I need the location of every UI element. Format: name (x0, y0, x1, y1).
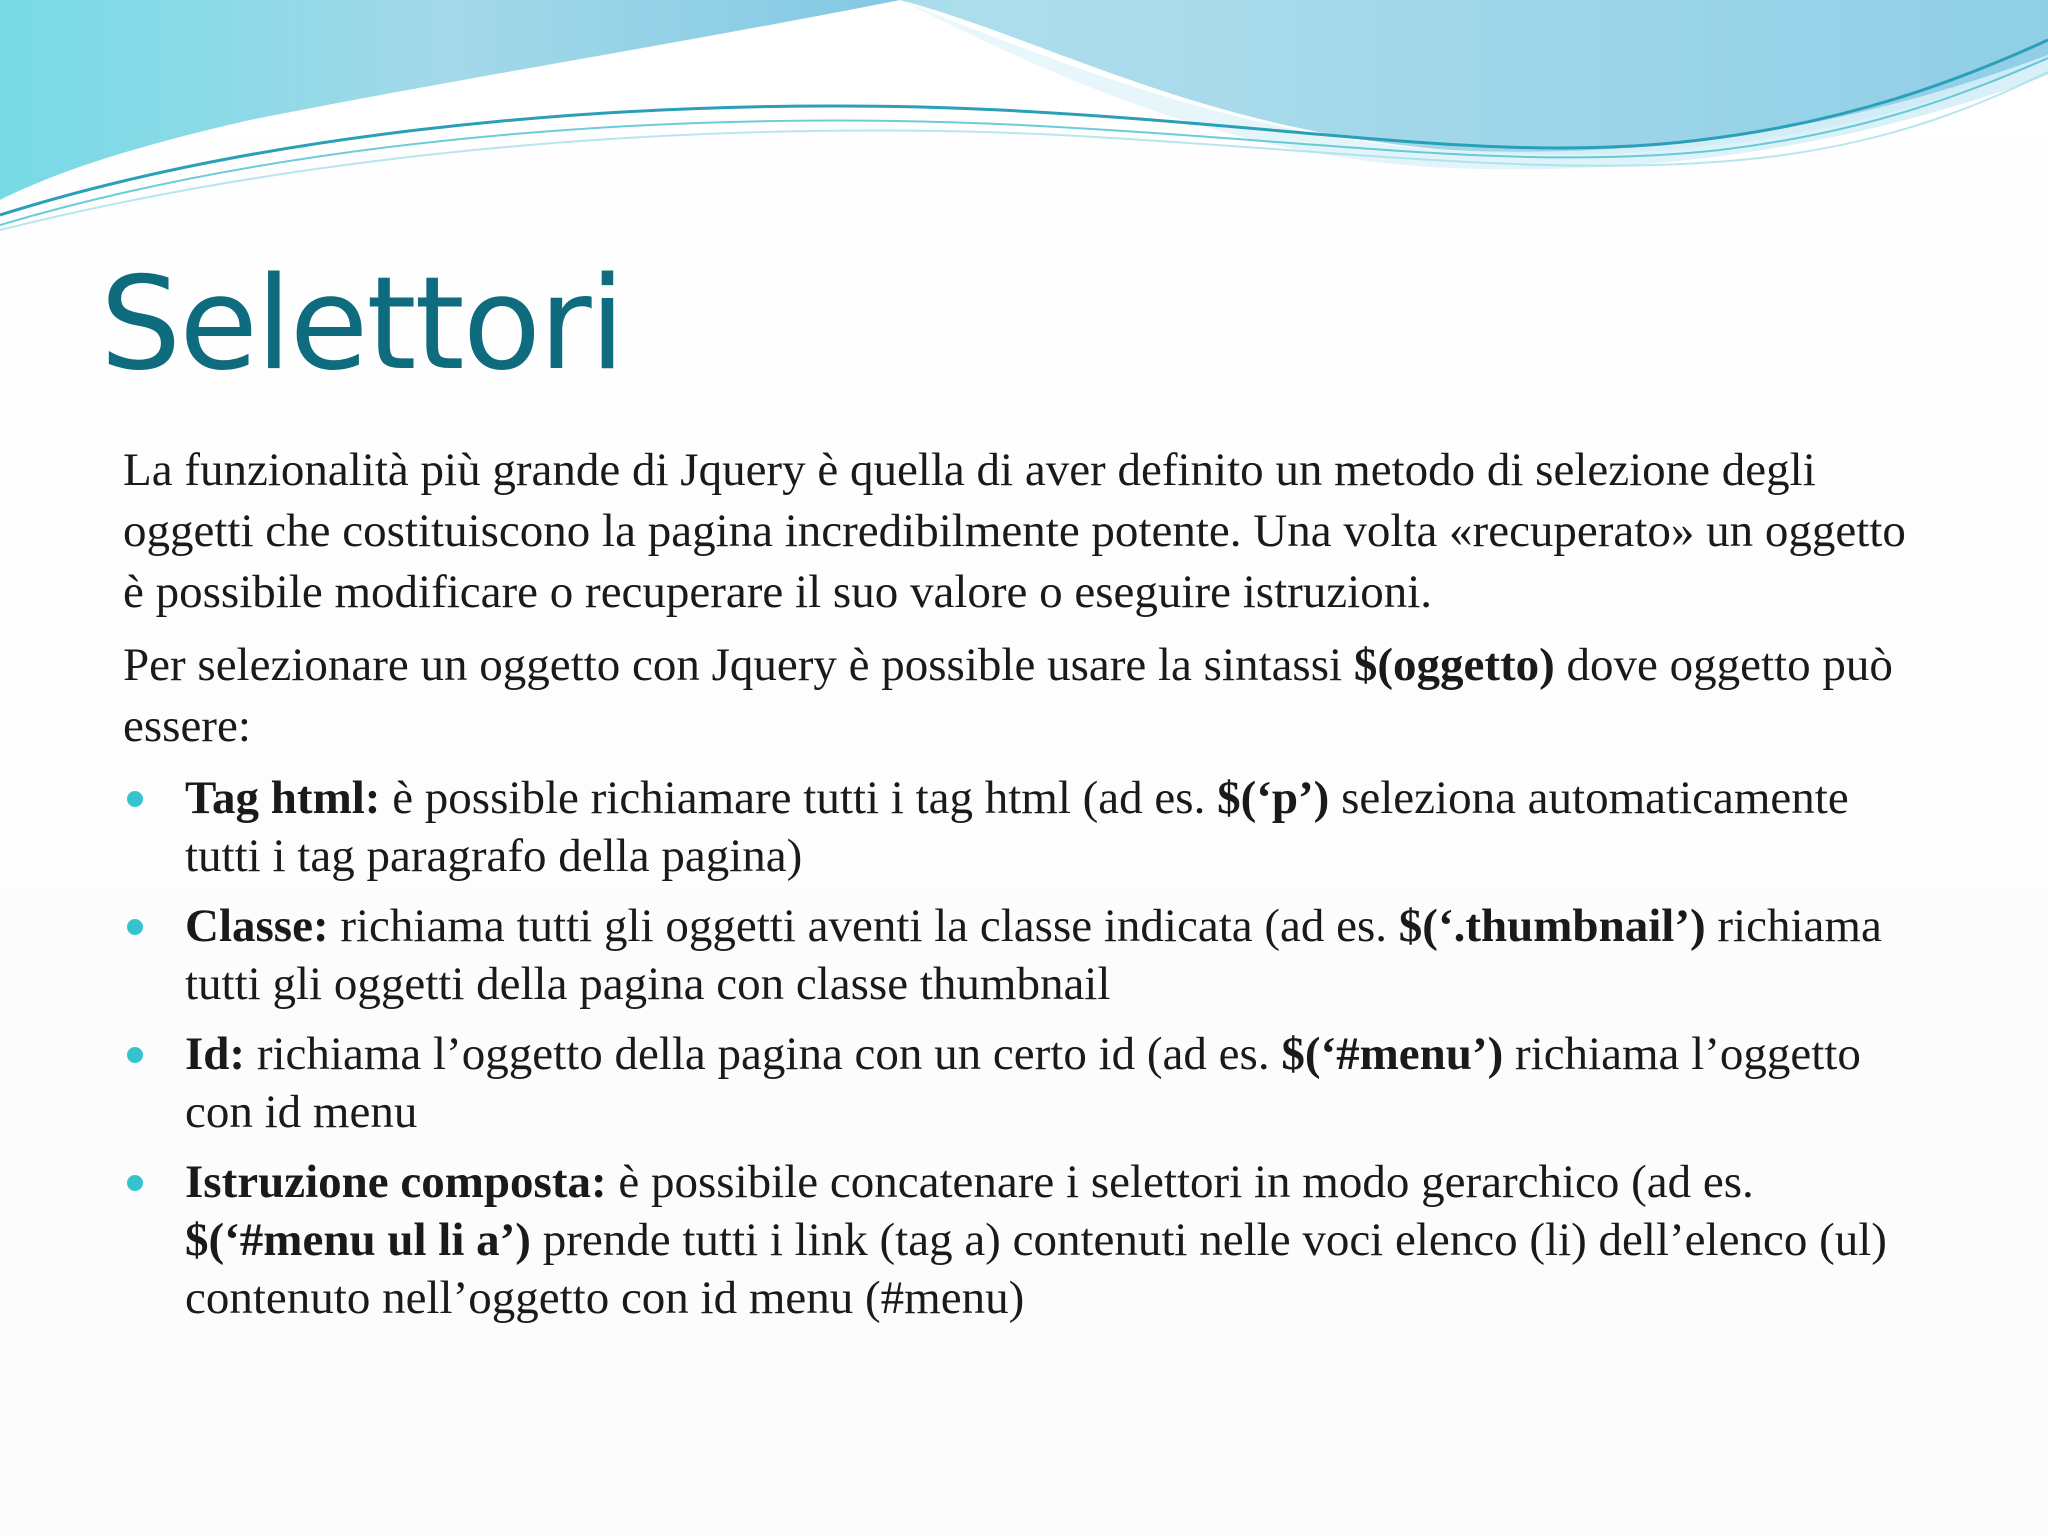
bullet-text: richiama tutti gli oggetti aventi la classe indicata (ad es. (328, 900, 1399, 952)
bullet-term: Classe: (185, 900, 329, 952)
bullet-text: richiama l’oggetto con id menu (185, 1028, 1861, 1138)
bullet-term: Id: (185, 1028, 246, 1080)
bullet-dot-icon (127, 919, 143, 935)
slide-body (123, 440, 1923, 1339)
header-wave-decoration (0, 0, 2048, 240)
list-item-tag-html (123, 769, 1923, 885)
bullet-code: $(‘p’) (1217, 772, 1330, 824)
bullet-dot-icon (127, 791, 143, 807)
syntax-text-before: Per selezionare un oggetto con Jquery è possible usare la sintassi (123, 639, 1354, 691)
bullet-text: richiama tutti gli oggetti della pagina con classe thumbnail (185, 900, 1882, 1010)
intro-paragraph: La funzionalità più grande di Jquery è quella di aver definito un metodo di selezione degli oggetti che costituiscono la pagina incredibilmente potente. Una volta «recuperato» un oggetto è possibile modificare o recuperare il suo valore o eseguire istruzioni. (123, 444, 1906, 618)
bullet-dot-icon (127, 1047, 143, 1063)
syntax-code: $(oggetto) (1353, 639, 1555, 691)
list-item-id (123, 1025, 1923, 1141)
bullet-text: prende tutti i link (tag a) contenuti nelle voci elenco (li) dell’elenco (ul) contenuto nell’oggetto con id menu (#menu) (185, 1214, 1887, 1324)
list-item-istruzione-composta (123, 1153, 1923, 1327)
bullet-text: è possibile concatenare i selettori in modo gerarchico (ad es. (606, 1156, 1754, 1208)
syntax-paragraph (123, 635, 1923, 757)
bullet-text: è possible richiamare tutti i tag html (ad es. (380, 772, 1218, 824)
bullet-code: $(‘#menu ul li a’) (185, 1214, 531, 1266)
bullet-text: richiama l’oggetto della pagina con un certo id (ad es. (245, 1028, 1282, 1080)
bullet-dot-icon (127, 1175, 143, 1191)
bullet-term: Tag html: (185, 772, 381, 824)
list-item-classe (123, 897, 1923, 1013)
bullet-term: Istruzione composta: (185, 1156, 607, 1208)
bullet-text: seleziona automaticamente tutti i tag paragrafo della pagina) (185, 772, 1849, 882)
syntax-text-after: dove oggetto può essere: (123, 639, 1893, 752)
bullet-code: $(‘.thumbnail’) (1398, 900, 1706, 952)
bullet-code: $(‘#menu’) (1281, 1028, 1504, 1080)
slide-title: Selettori (100, 250, 624, 399)
selector-list (123, 769, 1923, 1327)
